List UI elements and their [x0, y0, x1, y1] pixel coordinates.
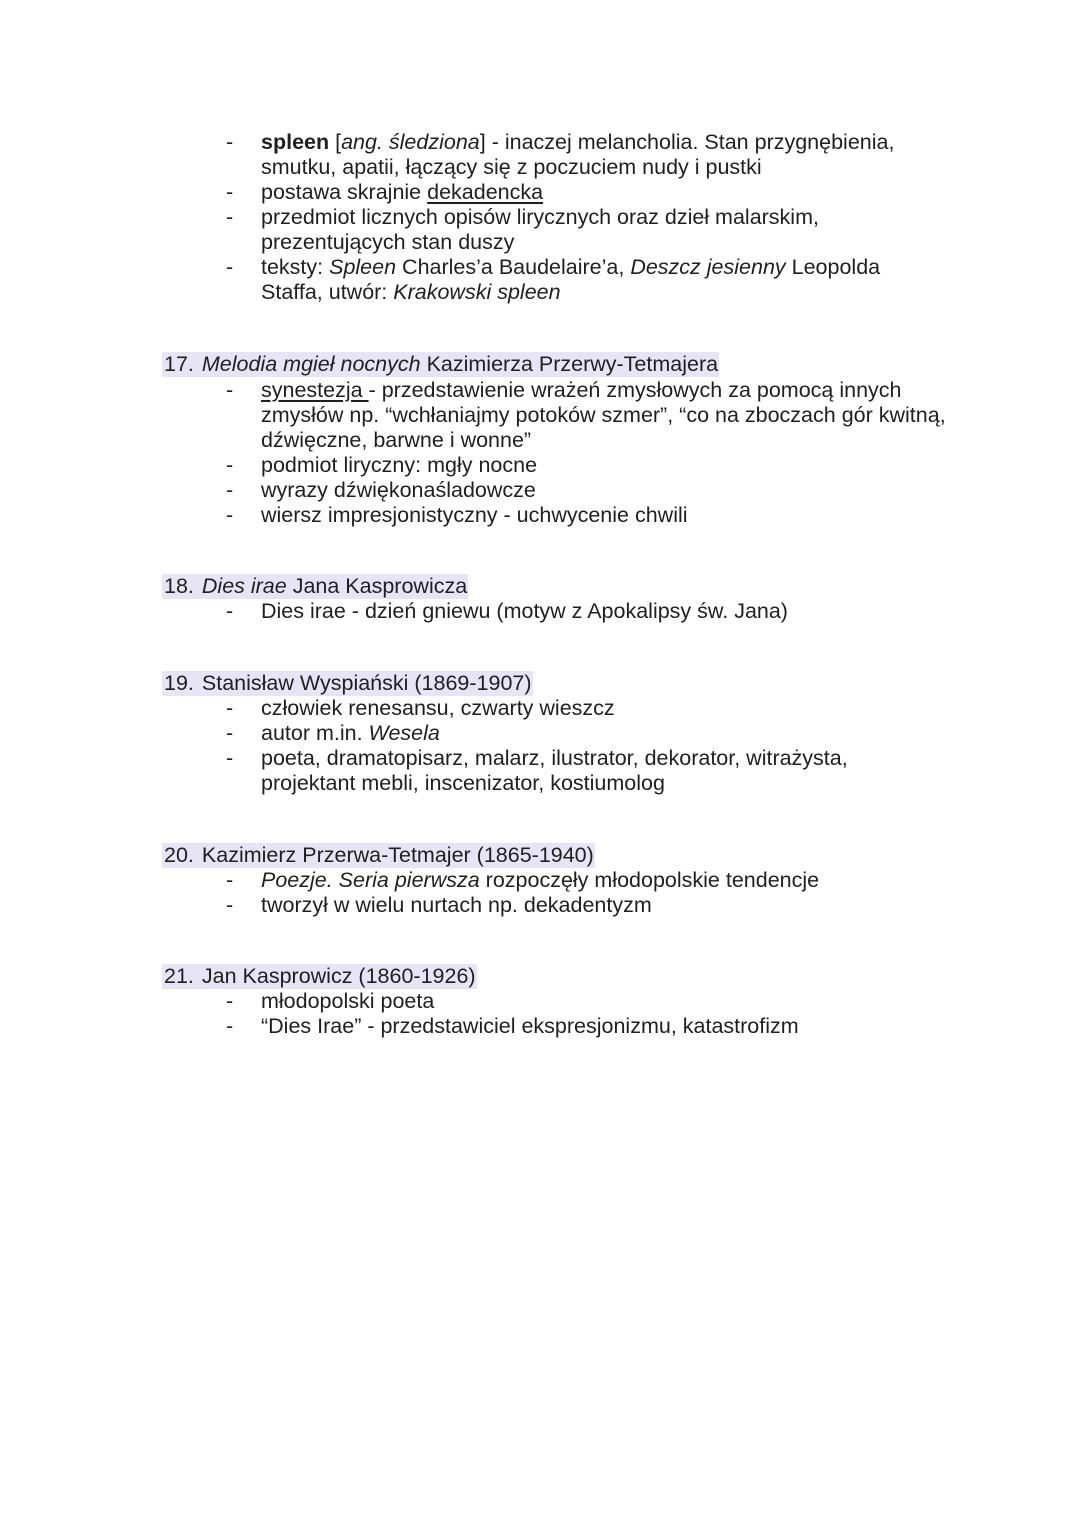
text: teksty: — [261, 255, 330, 279]
section-17-list — [226, 378, 946, 528]
bullet-dash: - — [226, 893, 234, 917]
heading-text: Jan Kasprowicz (1860-1926) — [201, 964, 476, 988]
bullet-dash: - — [226, 130, 234, 154]
bullet-dash: - — [226, 746, 234, 770]
section-number: 18. — [164, 574, 194, 598]
bullet-dash: - — [226, 378, 234, 402]
heading-text: Jana Kasprowicza — [286, 574, 468, 598]
text: podmiot liryczny: mgły nocne — [261, 453, 538, 477]
section-20-list — [226, 868, 946, 918]
section-18-heading — [162, 574, 468, 599]
bullet-dash: - — [226, 696, 234, 720]
text: człowiek renesansu, czwarty wieszcz — [261, 696, 615, 720]
text: Charles’a Baudelaire’a, — [396, 255, 631, 279]
term-spleen: spleen — [261, 130, 330, 154]
bullet-dash: - — [226, 599, 234, 623]
section-18-list — [226, 599, 946, 624]
list-item — [226, 696, 906, 721]
work-title: Krakowski spleen — [393, 280, 561, 304]
list-item — [226, 721, 906, 746]
underlined-term: synestezja — [261, 378, 369, 402]
text: “Dies Irae” - przedstawiciel ekspresjonizmu, katastrofizm — [261, 1014, 799, 1038]
translation: ang. śledziona — [341, 130, 480, 154]
list-item — [226, 599, 946, 624]
list-item — [226, 205, 926, 255]
text: postawa skrajnie — [261, 180, 428, 204]
heading-text: Kazimierz Przerwa-Tetmajer (1865-1940) — [201, 843, 594, 867]
list-item — [226, 255, 926, 305]
section-19-list — [226, 696, 906, 796]
text: młodopolski poeta — [261, 989, 435, 1013]
section-21-heading — [162, 964, 477, 989]
list-item — [226, 478, 946, 503]
text: - przedstawienie wrażeń zmysłowych za pomocą innych zmysłów np. “wchłaniajmy potoków szmer”, “co na zboczach gór kwitną, dźwięczne, barwne i wonne” — [261, 378, 946, 452]
text: autor m.in. — [261, 721, 369, 745]
text: [ — [329, 130, 342, 154]
section-21-list — [226, 989, 946, 1039]
underlined-term: dekadencka — [427, 180, 544, 204]
bullet-dash: - — [226, 721, 234, 745]
list-item — [226, 1014, 946, 1039]
list-item — [226, 180, 926, 205]
text: wyrazy dźwiękonaśladowcze — [261, 478, 536, 502]
section-19-heading — [162, 671, 533, 696]
work-title: Deszcz jesienny — [630, 255, 786, 279]
work-title: Wesela — [368, 721, 440, 745]
section-number: 21. — [164, 964, 194, 988]
bullet-dash: - — [226, 205, 234, 229]
list-item — [226, 868, 946, 893]
text: Leopolda Staffa, utwór: — [261, 255, 881, 304]
bullet-dash: - — [226, 453, 234, 477]
list-item — [226, 503, 946, 528]
section-20-heading — [162, 843, 595, 868]
section-number: 20. — [164, 843, 194, 867]
bullet-dash: - — [226, 868, 234, 892]
list-item — [226, 989, 946, 1014]
bullet-dash: - — [226, 503, 234, 527]
work-title: Spleen — [329, 255, 397, 279]
work-title: Dies irae — [201, 574, 287, 598]
section-number: 17. — [164, 352, 194, 376]
list-item — [226, 378, 946, 453]
heading-text: Kazimierza Przerwy-Tetmajera — [420, 352, 719, 376]
heading-text: Stanisław Wyspiański (1869-1907) — [201, 671, 532, 695]
spleen-list — [226, 130, 926, 305]
text: tworzył w wielu nurtach np. dekadentyzm — [261, 893, 652, 917]
list-item — [226, 746, 906, 796]
text: ] - inaczej melancholia. Stan przygnębienia, smutku, apatii, łączący się z poczuciem nudy i pustki — [261, 130, 895, 179]
text: Dies irae - dzień gniewu (motyw z Apokalipsy św. Jana) — [261, 599, 788, 623]
text: wiersz impresjonistyczny - uchwycenie chwili — [261, 503, 688, 527]
bullet-dash: - — [226, 1014, 234, 1038]
text: przedmiot licznych opisów lirycznych oraz dzieł malarskim, prezentujących stan duszy — [261, 205, 819, 254]
work-title: Poezje. Seria pierwsza — [261, 868, 480, 892]
list-item — [226, 130, 926, 180]
bullet-dash: - — [226, 989, 234, 1013]
list-item — [226, 453, 946, 478]
section-17-heading — [162, 352, 719, 377]
text: poeta, dramatopisarz, malarz, ilustrator, dekorator, witrażysta, projektant mebli, inscenizator, kostiumolog — [261, 746, 848, 795]
work-title: Melodia mgieł nocnych — [201, 352, 421, 376]
bullet-dash: - — [226, 478, 234, 502]
bullet-dash: - — [226, 180, 234, 204]
bullet-dash: - — [226, 255, 234, 279]
text: rozpoczęły młodopolskie tendencje — [479, 868, 820, 892]
list-item — [226, 893, 946, 918]
section-number: 19. — [164, 671, 194, 695]
